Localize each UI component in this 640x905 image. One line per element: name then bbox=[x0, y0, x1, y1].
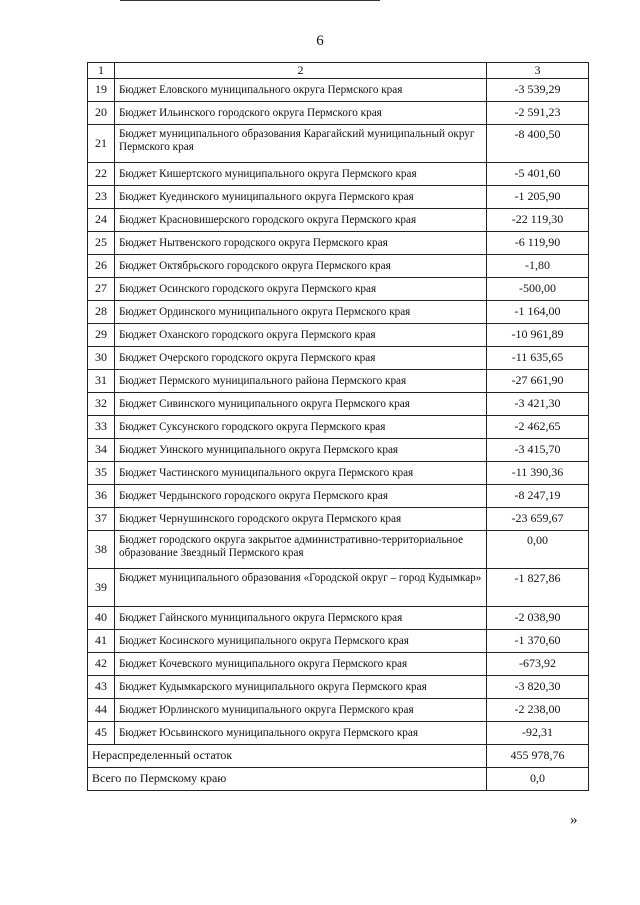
row-value: -2 462,65 bbox=[487, 416, 589, 439]
row-number: 24 bbox=[88, 209, 115, 232]
row-number: 25 bbox=[88, 232, 115, 255]
row-value: -11 390,36 bbox=[487, 462, 589, 485]
row-value: -3 421,30 bbox=[487, 393, 589, 416]
table-row bbox=[88, 531, 589, 569]
table-row bbox=[88, 324, 589, 347]
row-value: -10 961,89 bbox=[487, 324, 589, 347]
top-rule bbox=[120, 0, 380, 1]
row-name: Бюджет Юсьвинского муниципального округа Пермского края bbox=[115, 722, 487, 745]
row-value: -6 119,90 bbox=[487, 232, 589, 255]
row-value: -23 659,67 bbox=[487, 508, 589, 531]
row-value: -92,31 bbox=[487, 722, 589, 745]
row-name: Бюджет Кудымкарского муниципального округа Пермского края bbox=[115, 676, 487, 699]
row-name: Бюджет Куединского муниципального округа Пермского края bbox=[115, 186, 487, 209]
row-name: Бюджет Красновишерского городского округа Пермского края bbox=[115, 209, 487, 232]
row-number: 36 bbox=[88, 485, 115, 508]
row-number: 21 bbox=[88, 125, 115, 163]
row-number: 45 bbox=[88, 722, 115, 745]
row-value: -3 539,29 bbox=[487, 79, 589, 102]
row-number: 22 bbox=[88, 163, 115, 186]
row-value: -673,92 bbox=[487, 653, 589, 676]
row-name: Бюджет Осинского городского округа Пермского края bbox=[115, 278, 487, 301]
table-row bbox=[88, 163, 589, 186]
unallocated-row-label: Нераспределенный остаток bbox=[88, 745, 487, 768]
row-name: Бюджет Кочевского муниципального округа Пермского края bbox=[115, 653, 487, 676]
table-row bbox=[88, 278, 589, 301]
unallocated-row-value: 455 978,76 bbox=[487, 745, 589, 768]
closing-quote: » bbox=[570, 812, 578, 828]
row-name: Бюджет Косинского муниципального округа Пермского края bbox=[115, 630, 487, 653]
table-row bbox=[88, 676, 589, 699]
row-value: -3 820,30 bbox=[487, 676, 589, 699]
row-number: 19 bbox=[88, 79, 115, 102]
row-value: -8 400,50 bbox=[487, 125, 589, 163]
table-row bbox=[88, 79, 589, 102]
table-row bbox=[88, 301, 589, 324]
row-value: -2 591,23 bbox=[487, 102, 589, 125]
row-name: Бюджет Чернушинского городского округа Пермского края bbox=[115, 508, 487, 531]
row-value: -22 119,30 bbox=[487, 209, 589, 232]
table-row bbox=[88, 347, 589, 370]
table-row bbox=[88, 462, 589, 485]
budget-table bbox=[87, 62, 589, 791]
total-row bbox=[88, 768, 589, 791]
row-name: Бюджет городского округа закрытое административно-территориальное образование Звездный Пермского края bbox=[115, 531, 487, 569]
row-value: -5 401,60 bbox=[487, 163, 589, 186]
row-number: 31 bbox=[88, 370, 115, 393]
row-name: Бюджет Суксунского городского округа Пермского края bbox=[115, 416, 487, 439]
table-row bbox=[88, 393, 589, 416]
table-row bbox=[88, 370, 589, 393]
row-number: 38 bbox=[88, 531, 115, 569]
row-name: Бюджет Еловского муниципального округа Пермского края bbox=[115, 79, 487, 102]
row-name: Бюджет Пермского муниципального района Пермского края bbox=[115, 370, 487, 393]
table-row bbox=[88, 569, 589, 607]
row-number: 30 bbox=[88, 347, 115, 370]
table-header-row bbox=[88, 63, 589, 79]
row-number: 34 bbox=[88, 439, 115, 462]
header-col-1: 1 bbox=[88, 63, 115, 79]
table-row bbox=[88, 722, 589, 745]
row-number: 40 bbox=[88, 607, 115, 630]
row-name: Бюджет Ильинского городского округа Пермского края bbox=[115, 102, 487, 125]
table-row bbox=[88, 607, 589, 630]
row-name: Бюджет Ординского муниципального округа Пермского края bbox=[115, 301, 487, 324]
page-number: 6 bbox=[316, 33, 324, 49]
row-number: 37 bbox=[88, 508, 115, 531]
row-number: 35 bbox=[88, 462, 115, 485]
row-value: -500,00 bbox=[487, 278, 589, 301]
table-row bbox=[88, 209, 589, 232]
row-value: -27 661,90 bbox=[487, 370, 589, 393]
table-row bbox=[88, 485, 589, 508]
row-name: Бюджет Гайнского муниципального округа Пермского края bbox=[115, 607, 487, 630]
table-row bbox=[88, 186, 589, 209]
row-value: -3 415,70 bbox=[487, 439, 589, 462]
row-name: Бюджет Нытвенского городского округа Пермского края bbox=[115, 232, 487, 255]
table-row bbox=[88, 255, 589, 278]
row-name: Бюджет Октябрьского городского округа Пермского края bbox=[115, 255, 487, 278]
row-name: Бюджет Оханского городского округа Пермского края bbox=[115, 324, 487, 347]
total-row-value: 0,0 bbox=[487, 768, 589, 791]
row-value: -1 827,86 bbox=[487, 569, 589, 607]
row-value: -1,80 bbox=[487, 255, 589, 278]
row-number: 43 bbox=[88, 676, 115, 699]
header-col-2: 2 bbox=[115, 63, 487, 79]
row-number: 27 bbox=[88, 278, 115, 301]
table-row bbox=[88, 653, 589, 676]
row-value: -1 205,90 bbox=[487, 186, 589, 209]
row-value: -1 370,60 bbox=[487, 630, 589, 653]
row-number: 23 bbox=[88, 186, 115, 209]
table-row bbox=[88, 416, 589, 439]
row-number: 20 bbox=[88, 102, 115, 125]
table-row bbox=[88, 102, 589, 125]
row-name: Бюджет Чердынского городского округа Пермского края bbox=[115, 485, 487, 508]
row-name: Бюджет муниципального образования Карагайский муниципальный округ Пермского края bbox=[115, 125, 487, 163]
row-number: 44 bbox=[88, 699, 115, 722]
row-value: -2 038,90 bbox=[487, 607, 589, 630]
row-number: 42 bbox=[88, 653, 115, 676]
row-name: Бюджет Уинского муниципального округа Пермского края bbox=[115, 439, 487, 462]
row-number: 26 bbox=[88, 255, 115, 278]
row-number: 32 bbox=[88, 393, 115, 416]
row-value: -2 238,00 bbox=[487, 699, 589, 722]
row-value: -8 247,19 bbox=[487, 485, 589, 508]
table-row bbox=[88, 630, 589, 653]
row-name: Бюджет муниципального образования «Городской округ – город Кудымкар» bbox=[115, 569, 487, 607]
unallocated-row bbox=[88, 745, 589, 768]
row-number: 33 bbox=[88, 416, 115, 439]
row-value: 0,00 bbox=[487, 531, 589, 569]
table-row bbox=[88, 439, 589, 462]
row-number: 28 bbox=[88, 301, 115, 324]
row-name: Бюджет Частинского муниципального округа Пермского края bbox=[115, 462, 487, 485]
row-name: Бюджет Сивинского муниципального округа Пермского края bbox=[115, 393, 487, 416]
row-value: -1 164,00 bbox=[487, 301, 589, 324]
row-name: Бюджет Очерского городского округа Пермского края bbox=[115, 347, 487, 370]
total-row-label: Всего по Пермскому краю bbox=[88, 768, 487, 791]
row-number: 39 bbox=[88, 569, 115, 607]
header-col-3: 3 bbox=[487, 63, 589, 79]
row-number: 29 bbox=[88, 324, 115, 347]
table-row bbox=[88, 232, 589, 255]
row-number: 41 bbox=[88, 630, 115, 653]
table-row bbox=[88, 125, 589, 163]
row-name: Бюджет Юрлинского муниципального округа Пермского края bbox=[115, 699, 487, 722]
row-name: Бюджет Кишертского муниципального округа Пермского края bbox=[115, 163, 487, 186]
table-row bbox=[88, 699, 589, 722]
table-row bbox=[88, 508, 589, 531]
table-body bbox=[88, 63, 589, 791]
row-value: -11 635,65 bbox=[487, 347, 589, 370]
